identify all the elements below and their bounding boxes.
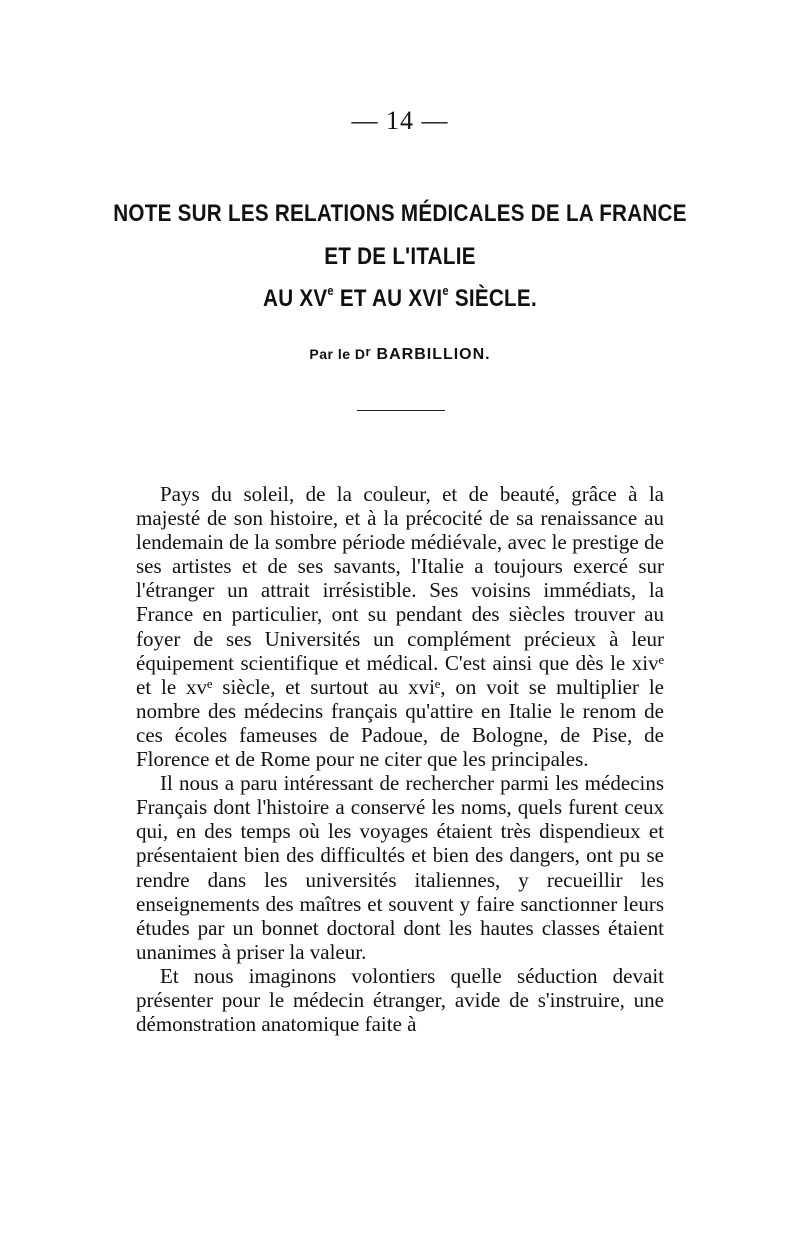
- title-au-xv: AU XV: [263, 285, 328, 312]
- paragraph: Il nous a paru intéressant de rechercher parmi les médecins Français dont l'histoire a conservé les noms, quels furent ceux qui, en des temps où les voyages étaient très dispendieux et présentaient bien des difficultés et bien des dangers, ont pu se rendre dans les universités italiennes, y recueillir les enseignements des maîtres et souvent y faire sanctionner leurs études par un bonnet doctoral dont les hautes classes étaient unanimes à priser la valeur.: [136, 771, 664, 964]
- paragraph: Pays du soleil, de la couleur, et de beauté, grâce à la majesté de son histoire, et à la précocité de sa renaissance au lendemain de la sombre période médiévale, avec le prestige de ses artistes et de ses savants, l'Italie a toujours exercé sur l'étranger un attrait irrésistible. Ses voisins immédiats, la France en particulier, ont su pendant des siècles trouver au foyer de ses Universités un complément précieux à leur équipement scientifique et médical. C'est ainsi que dès le xivᵉ et le xvᵉ siècle, et surtout au xviᵉ, on voit se multiplier le nombre des médecins français qu'attire en Italie le renom de ces écoles fameuses de Padoue, de Bologne, de Pise, de Florence et de Rome pour ne citer que les principales.: [136, 482, 664, 772]
- article-title-line-2: ET DE L'ITALIE: [324, 243, 476, 270]
- title-et-au-xvi: ET AU XVI: [333, 285, 443, 312]
- article-title-line-1: NOTE SUR LES RELATIONS MÉDICALES DE LA FRANCE: [113, 200, 687, 227]
- title-siecle: SIÈCLE.: [448, 285, 537, 312]
- article-title-line-3: [56, 285, 744, 313]
- author-prefix: Par le D: [309, 346, 366, 362]
- author-byline: [0, 346, 800, 364]
- title-superscript-e-2: e: [442, 283, 449, 298]
- author-prefix-superscript: r: [365, 344, 372, 359]
- body-text: [136, 482, 664, 1036]
- page-number: — 14 —: [351, 106, 449, 135]
- title-superscript-e-1: e: [327, 283, 334, 298]
- author-name: BARBILLION.: [371, 346, 491, 363]
- section-divider: [357, 410, 445, 411]
- paragraph: Et nous imaginons volontiers quelle séduction devait présenter pour le médecin étranger, avide de s'instruire, une démonstration anatomique faite à: [136, 963, 664, 1037]
